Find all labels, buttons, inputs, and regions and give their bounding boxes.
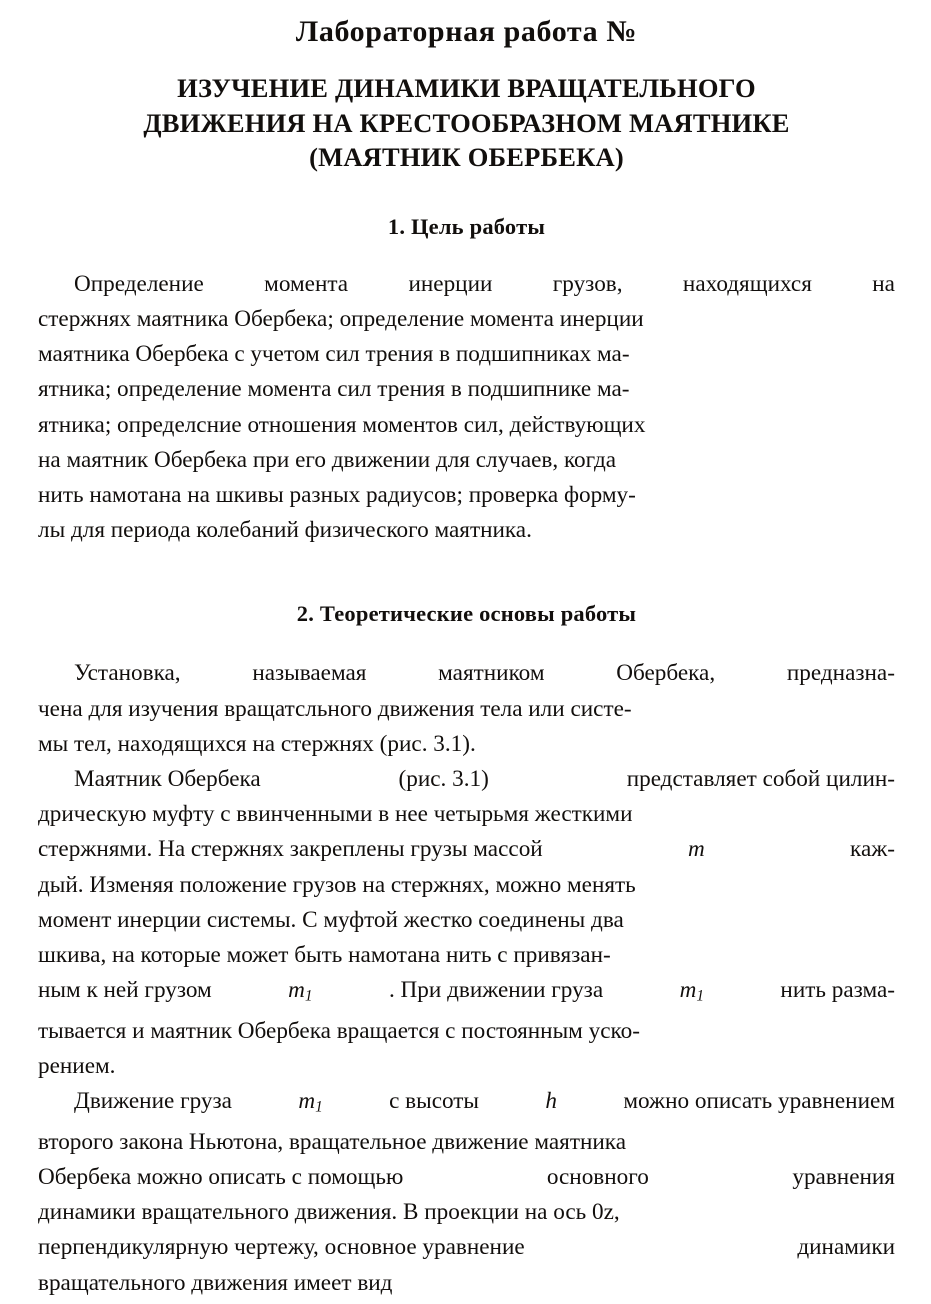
- text-line: рением.: [38, 1052, 116, 1079]
- line-word: перпендикулярную чертежу, основное уравнение: [38, 1234, 525, 1261]
- section-heading-theory: 2. Теоретические основы работы: [296, 601, 637, 627]
- line-word: представляет собой цилин-: [626, 765, 895, 792]
- line-word: Определение: [74, 270, 204, 297]
- line-word: ным к ней грузом: [38, 977, 212, 1004]
- figure-reference: (рис. 3.1): [398, 765, 489, 792]
- text-line: [38, 1084, 895, 1125]
- paragraph-goal: [38, 267, 895, 549]
- symbol-mass-m1: [288, 973, 312, 1014]
- line-word: маятником: [438, 660, 545, 687]
- text-line: дый. Изменяя положение грузов на стержнях, можно менять: [38, 871, 636, 898]
- paragraph-setup: [38, 656, 895, 762]
- lab-title: Лабораторная работа №: [295, 15, 638, 48]
- paragraph-description: [38, 762, 895, 1084]
- text-line: [38, 656, 895, 691]
- main-title-line-3: (МАЯТНИК ОБЕРБЕКА): [309, 142, 624, 173]
- text-line: динамики вращательного движения. В проекции на ось 0z,: [38, 1199, 620, 1226]
- text-line: момент инерции системы. С муфтой жестко соединены два: [38, 906, 624, 933]
- line-word: каж-: [850, 836, 895, 863]
- subscript-1: 1: [696, 987, 704, 1005]
- line-word: находящихся: [682, 270, 812, 297]
- text-line: [38, 1230, 895, 1265]
- line-word: Установка,: [74, 660, 181, 687]
- line-word: . При движении груза: [388, 977, 604, 1004]
- line-word: момента: [264, 270, 349, 297]
- line-word: инерции: [408, 270, 493, 297]
- line-word: нить разма-: [780, 977, 895, 1004]
- line-word: предназна-: [786, 660, 895, 687]
- main-title-line-2: ДВИЖЕНИЯ НА КРЕСТООБРАЗНОМ МАЯТНИКЕ: [143, 107, 790, 138]
- text-line: ятника; определение момента сил трения в подшипнике ма-: [38, 376, 630, 403]
- symbol-mass-m1: [298, 1084, 322, 1125]
- subscript-1: 1: [315, 1098, 323, 1116]
- symbol-mass-m1: [680, 973, 704, 1014]
- text-line: дрическую муфту с ввинченными в нее четырьмя жесткими: [38, 801, 633, 828]
- text-line: [38, 973, 895, 1014]
- subscript-1: 1: [304, 987, 313, 1005]
- text-line: [38, 832, 895, 867]
- text-line: вращательного движения имеет вид: [38, 1269, 393, 1296]
- main-title-line-1: ИЗУЧЕНИЕ ДИНАМИКИ ВРАЩАТЕЛЬНОГО: [177, 73, 756, 104]
- text-line: на маятник Обербека при его движении для случаев, когда: [38, 446, 617, 473]
- main-title: [38, 71, 895, 174]
- line-word: динамики: [797, 1234, 895, 1261]
- paragraph-motion: [38, 1084, 895, 1301]
- line-word: грузов,: [552, 270, 623, 297]
- line-word: стержнями. На стержнях закреплены грузы массой: [38, 836, 543, 863]
- symbol-m: m: [288, 977, 305, 1004]
- text-line: маятника Обербека с учетом сил трения в подшипниках ма-: [38, 341, 630, 368]
- line-word: уравнения: [792, 1163, 895, 1190]
- text-line: шкива, на которые может быть намотана нить с привязан-: [38, 941, 611, 968]
- text-line: второго закона Ньютона, вращательное движение маятника: [38, 1128, 627, 1155]
- text-line: тывается и маятник Обербека вращается с постоянным уско-: [38, 1017, 640, 1044]
- section-heading-goal: 1. Цель работы: [387, 213, 546, 239]
- line-word: основного: [546, 1163, 649, 1190]
- line-word: Обербека,: [616, 660, 716, 687]
- symbol-m: m: [679, 977, 697, 1004]
- symbol-height-h: h: [545, 1088, 557, 1115]
- line-word: называемая: [252, 660, 367, 687]
- line-word: Обербека можно описать с помощью: [38, 1163, 404, 1190]
- text-line: лы для периода колебаний физического маятника.: [38, 517, 532, 544]
- text-line: [38, 267, 895, 302]
- line-word: можно описать уравнением: [623, 1088, 895, 1115]
- text-line: чена для изучения вращатсльного движения тела или систе-: [38, 695, 632, 722]
- text-line: [38, 1160, 895, 1195]
- text-line: [38, 762, 895, 797]
- page-content: [38, 0, 895, 1304]
- line-word: Маятник Обербека: [74, 765, 261, 792]
- line-word: с высоты: [389, 1088, 480, 1115]
- line-word: Движение груза: [74, 1088, 232, 1115]
- symbol-mass-m: m: [688, 836, 705, 863]
- text-line: нить намотана на шкивы разных радиусов; проверка форму-: [38, 481, 636, 508]
- text-line: стержнях маятника Обербека; определение момента инерции: [38, 305, 644, 332]
- text-line: мы тел, находящихся на стержнях (рис. 3.1).: [38, 730, 476, 757]
- symbol-m: m: [298, 1088, 316, 1115]
- line-word: на: [872, 270, 895, 297]
- text-line: ятника; определсние отношения моментов сил, действующих: [38, 411, 646, 438]
